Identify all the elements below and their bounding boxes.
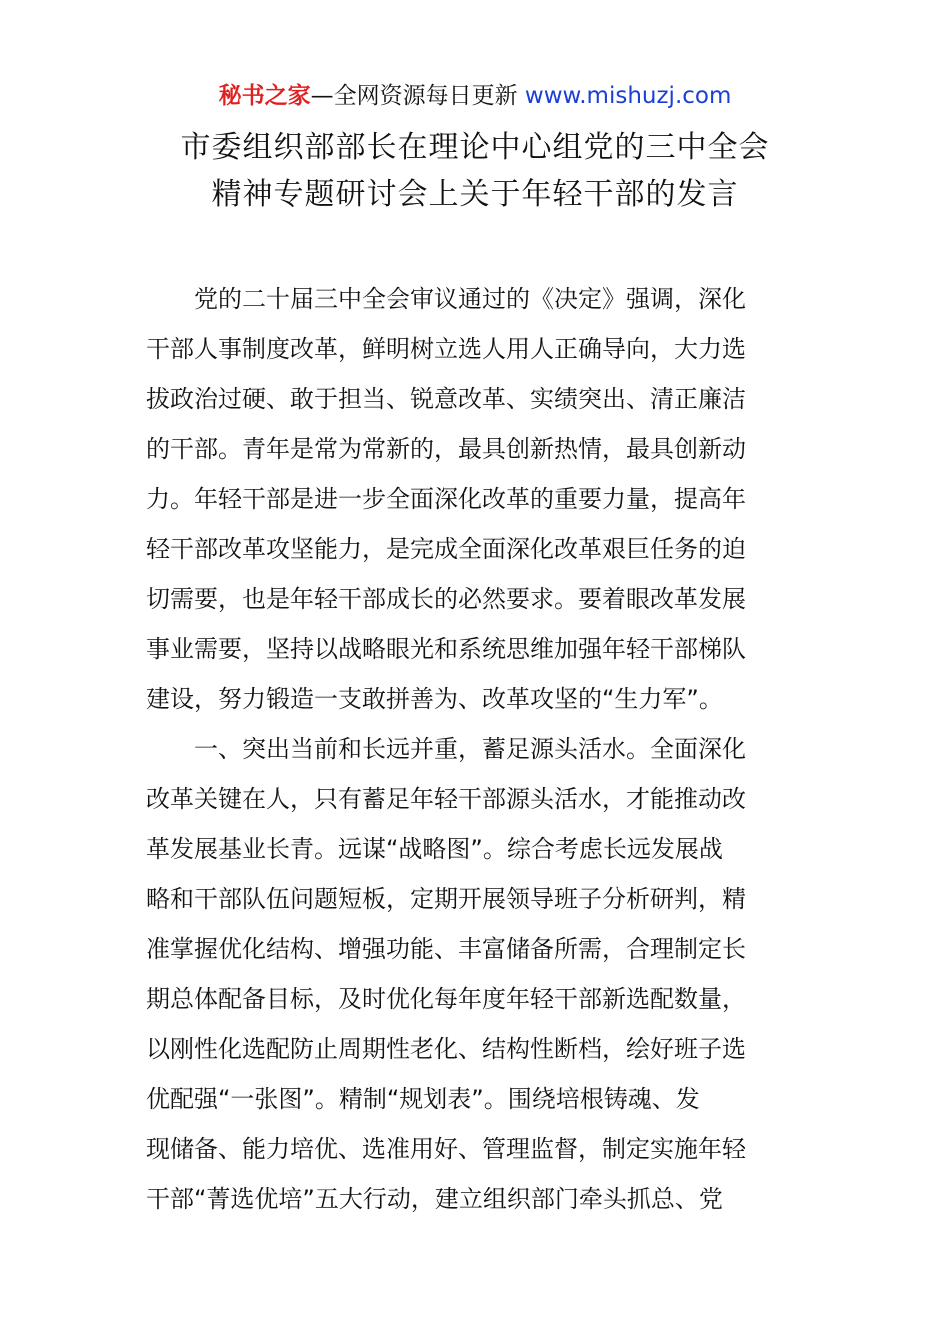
body-line: 切需要，也是年轻干部成长的必然要求。要着眼改革发展 xyxy=(146,585,746,613)
body-line: 一、突出当前和长远并重，蓄足源头活水。全面深化 xyxy=(146,735,746,763)
body-line: 的干部。青年是常为常新的，最具创新热情，最具创新动 xyxy=(146,435,746,463)
title-line: 精神专题研讨会上关于年轻干部的发言 xyxy=(211,177,739,212)
site-slogan: —全网资源每日更新 xyxy=(310,83,518,109)
body-line: 革发展基业长青。远谋“战略图”。综合考虑长远发展战 xyxy=(146,835,723,863)
body-line: 期总体配备目标，及时优化每年度年轻干部新选配数量， xyxy=(146,985,746,1013)
body-line: 改革关键在人，只有蓄足年轻干部源头活水，才能推动改 xyxy=(146,785,746,813)
site-brand: 秘书之家 xyxy=(218,83,311,109)
document-body xyxy=(146,274,810,1224)
site-url-link[interactable]: www.mishuzj.com xyxy=(524,83,732,109)
body-line: 力。年轻干部是进一步全面深化改革的重要力量，提高年 xyxy=(146,485,746,513)
body-line: 现储备、能力培优、选准用好、管理监督，制定实施年轻 xyxy=(146,1135,746,1163)
site-header xyxy=(0,80,950,112)
body-line: 略和干部队伍问题短板，定期开展领导班子分析研判，精 xyxy=(146,885,746,913)
body-line: 准掌握优化结构、增强功能、丰富储备所需，合理制定长 xyxy=(146,935,746,963)
body-line: 优配强“一张图”。精制“规划表”。围绕培根铸魂、发 xyxy=(146,1085,700,1113)
body-line: 轻干部改革攻坚能力，是完成全面深化改革艰巨任务的迫 xyxy=(146,535,746,563)
body-line: 建设，努力锻造一支敢拼善为、改革攻坚的“生力军”。 xyxy=(146,685,723,713)
body-line: 事业需要，坚持以战略眼光和系统思维加强年轻干部梯队 xyxy=(146,635,746,663)
body-line: 党的二十届三中全会审议通过的《决定》强调，深化 xyxy=(146,285,746,313)
body-line: 干部人事制度改革，鲜明树立选人用人正确导向，大力选 xyxy=(146,335,746,363)
title-line: 市委组织部部长在理论中心组党的三中全会 xyxy=(180,130,770,165)
body-line: 干部“菁选优培”五大行动，建立组织部门牵头抓总、党 xyxy=(146,1185,723,1213)
body-line: 拔政治过硬、敢于担当、锐意改革、实绩突出、清正廉洁 xyxy=(146,385,746,413)
body-line: 以刚性化选配防止周期性老化、结构性断档，绘好班子选 xyxy=(146,1035,746,1063)
document-title xyxy=(0,124,950,218)
